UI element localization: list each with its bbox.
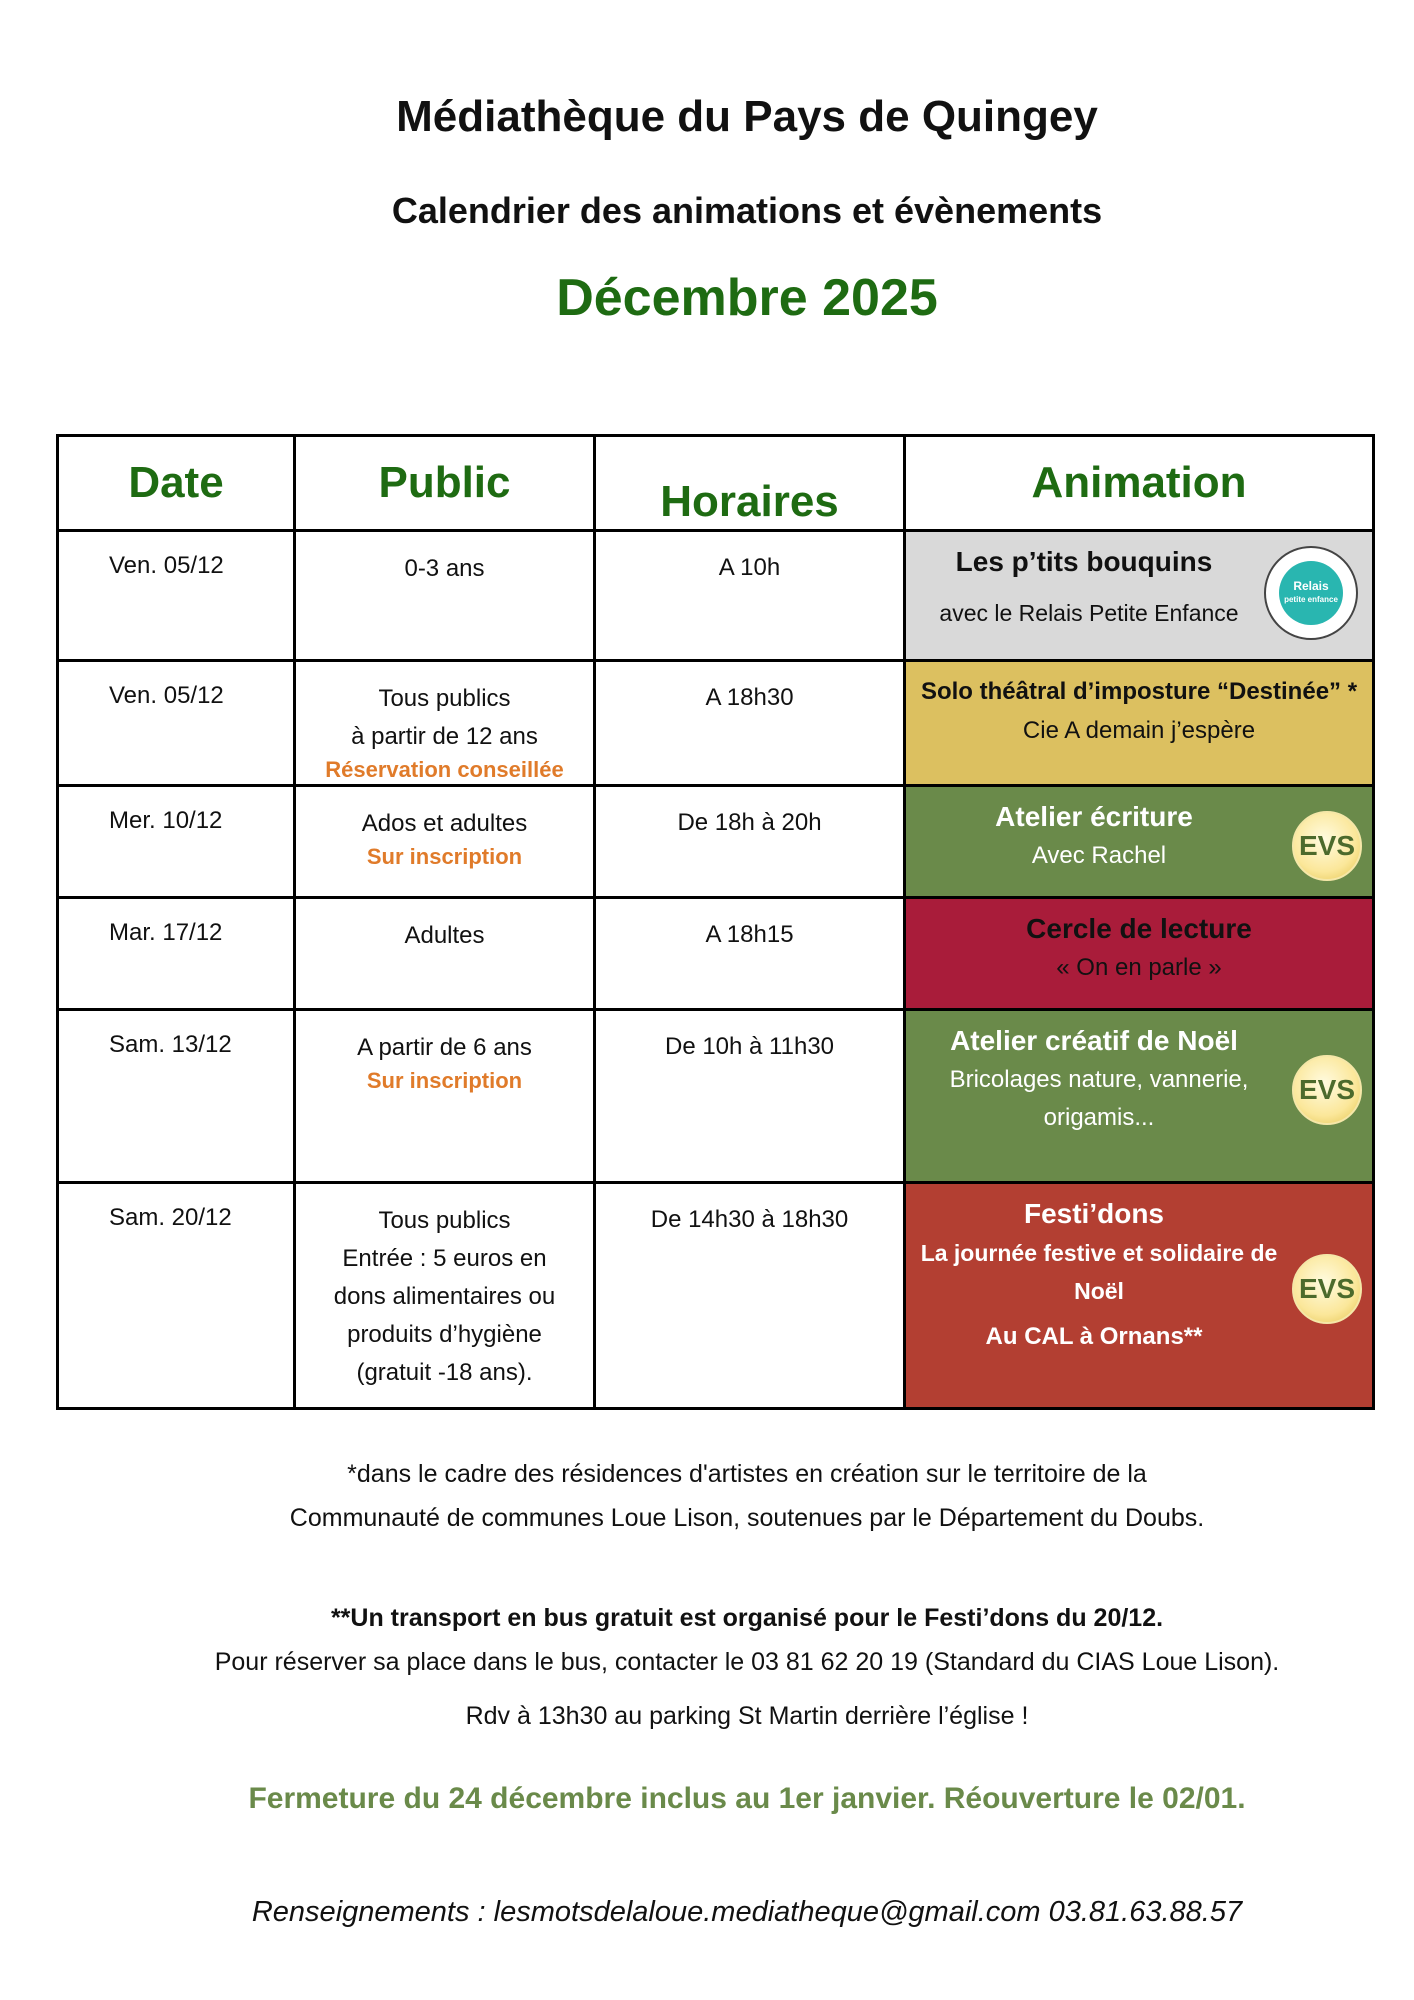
public-line: Tous publics bbox=[378, 1207, 511, 1234]
event-date: Mer. 10/12 bbox=[58, 786, 295, 898]
relais-logo-text: Relais bbox=[1293, 579, 1329, 593]
animation-subtitle: La journée festive et solidaire de Noël bbox=[920, 1240, 1278, 1304]
animation-subtitle: « On en parle » bbox=[1056, 954, 1222, 981]
animation-subtitle: Bricolages nature, vannerie, origamis... bbox=[949, 1066, 1249, 1131]
event-animation bbox=[905, 786, 1374, 898]
animation-title: Les p’tits bouquins bbox=[955, 546, 1213, 577]
event-animation bbox=[905, 1183, 1374, 1409]
relais-logo-text: petite enfance bbox=[1284, 595, 1338, 604]
header-animation: Animation bbox=[905, 436, 1374, 531]
relais-logo-inner bbox=[1279, 561, 1343, 625]
event-public bbox=[295, 786, 595, 898]
public-line: à partir de 12 ans bbox=[351, 723, 538, 750]
public-note: Sur inscription bbox=[366, 1068, 523, 1093]
event-date: Sam. 13/12 bbox=[58, 1010, 295, 1183]
contact-info: Renseignements : lesmotsdelaloue.mediatheque@gmail.com 03.81.63.88.57 bbox=[251, 1896, 1243, 1928]
bus-contact: Pour réserver sa place dans le bus, contacter le 03 81 62 20 19 (Standard du CIAS Loue Lison). bbox=[214, 1648, 1280, 1676]
public-line: (gratuit -18 ans). bbox=[356, 1359, 533, 1386]
event-public bbox=[295, 898, 595, 1010]
event-public bbox=[295, 1010, 595, 1183]
event-time: A 18h30 bbox=[595, 661, 905, 786]
animation-title: Atelier écriture bbox=[995, 801, 1193, 832]
event-time: A 10h bbox=[595, 531, 905, 661]
event-public bbox=[295, 1183, 595, 1409]
event-public bbox=[295, 531, 595, 661]
closure-notice: Fermeture du 24 décembre inclus au 1er janvier. Réouverture le 02/01. bbox=[248, 1782, 1246, 1815]
animation-title: Atelier créatif de Noël bbox=[950, 1025, 1238, 1056]
header-horaires: Horaires bbox=[595, 436, 905, 531]
table-row bbox=[58, 1010, 1374, 1183]
animation-title: Cercle de lecture bbox=[1026, 913, 1252, 944]
event-animation bbox=[905, 1010, 1374, 1183]
public-line: produits d’hygiène bbox=[347, 1321, 542, 1348]
event-time: A 18h15 bbox=[595, 898, 905, 1010]
animation-subtitle: avec le Relais Petite Enfance bbox=[939, 600, 1239, 626]
page-title: Médiathèque du Pays de Quingey bbox=[396, 92, 1098, 141]
relais-petite-enfance-logo bbox=[1264, 546, 1358, 640]
public-line: A partir de 6 ans bbox=[357, 1034, 532, 1061]
animation-subtitle: Avec Rachel bbox=[1031, 842, 1167, 869]
public-line: Entrée : 5 euros en bbox=[342, 1245, 547, 1272]
public-line: 0-3 ans bbox=[404, 555, 485, 582]
evs-badge: EVS bbox=[1292, 811, 1362, 881]
public-note: Sur inscription bbox=[366, 844, 523, 869]
event-public bbox=[295, 661, 595, 786]
public-line: Ados et adultes bbox=[361, 810, 528, 837]
table-header-row bbox=[58, 436, 1374, 531]
residence-note-line2: Communauté de communes Loue Lison, soutenues par le Département du Doubs. bbox=[289, 1504, 1205, 1532]
animation-title: Solo théâtral d’imposture “Destinée” * bbox=[920, 678, 1358, 705]
evs-badge: EVS bbox=[1292, 1254, 1362, 1324]
animation-location: Au CAL à Ornans** bbox=[985, 1323, 1203, 1350]
table-row bbox=[58, 661, 1374, 786]
public-line: Tous publics bbox=[378, 685, 511, 712]
month-heading: Décembre 2025 bbox=[556, 269, 938, 327]
table-row bbox=[58, 531, 1374, 661]
public-line: dons alimentaires ou bbox=[333, 1283, 556, 1310]
events-table bbox=[56, 434, 1375, 1410]
public-line: Adultes bbox=[404, 922, 485, 949]
footnotes bbox=[40, 1452, 1414, 1738]
event-time: De 14h30 à 18h30 bbox=[595, 1183, 905, 1409]
event-time: De 10h à 11h30 bbox=[595, 1010, 905, 1183]
animation-title: Festi’dons bbox=[1023, 1198, 1164, 1229]
event-date: Mar. 17/12 bbox=[58, 898, 295, 1010]
evs-badge: EVS bbox=[1292, 1055, 1362, 1125]
event-date: Ven. 05/12 bbox=[58, 661, 295, 786]
page-subtitle: Calendrier des animations et évènements bbox=[391, 190, 1103, 231]
event-animation bbox=[905, 531, 1374, 661]
table-row bbox=[58, 786, 1374, 898]
table-row bbox=[58, 898, 1374, 1010]
header-date: Date bbox=[58, 436, 295, 531]
event-time: De 18h à 20h bbox=[595, 786, 905, 898]
rdv-note: Rdv à 13h30 au parking St Martin derrière l’église ! bbox=[465, 1702, 1029, 1730]
residence-note-line1: *dans le cadre des résidences d'artistes en création sur le territoire de la bbox=[347, 1460, 1147, 1488]
table-row bbox=[58, 1183, 1374, 1409]
bus-note: **Un transport en bus gratuit est organisé pour le Festi’dons du 20/12. bbox=[330, 1604, 1164, 1632]
event-date: Ven. 05/12 bbox=[58, 531, 295, 661]
animation-subtitle: Cie A demain j’espère bbox=[1022, 717, 1256, 744]
header-public: Public bbox=[295, 436, 595, 531]
public-note: Réservation conseillée bbox=[325, 757, 564, 782]
event-date: Sam. 20/12 bbox=[58, 1183, 295, 1409]
event-animation bbox=[905, 898, 1374, 1010]
event-animation bbox=[905, 661, 1374, 786]
